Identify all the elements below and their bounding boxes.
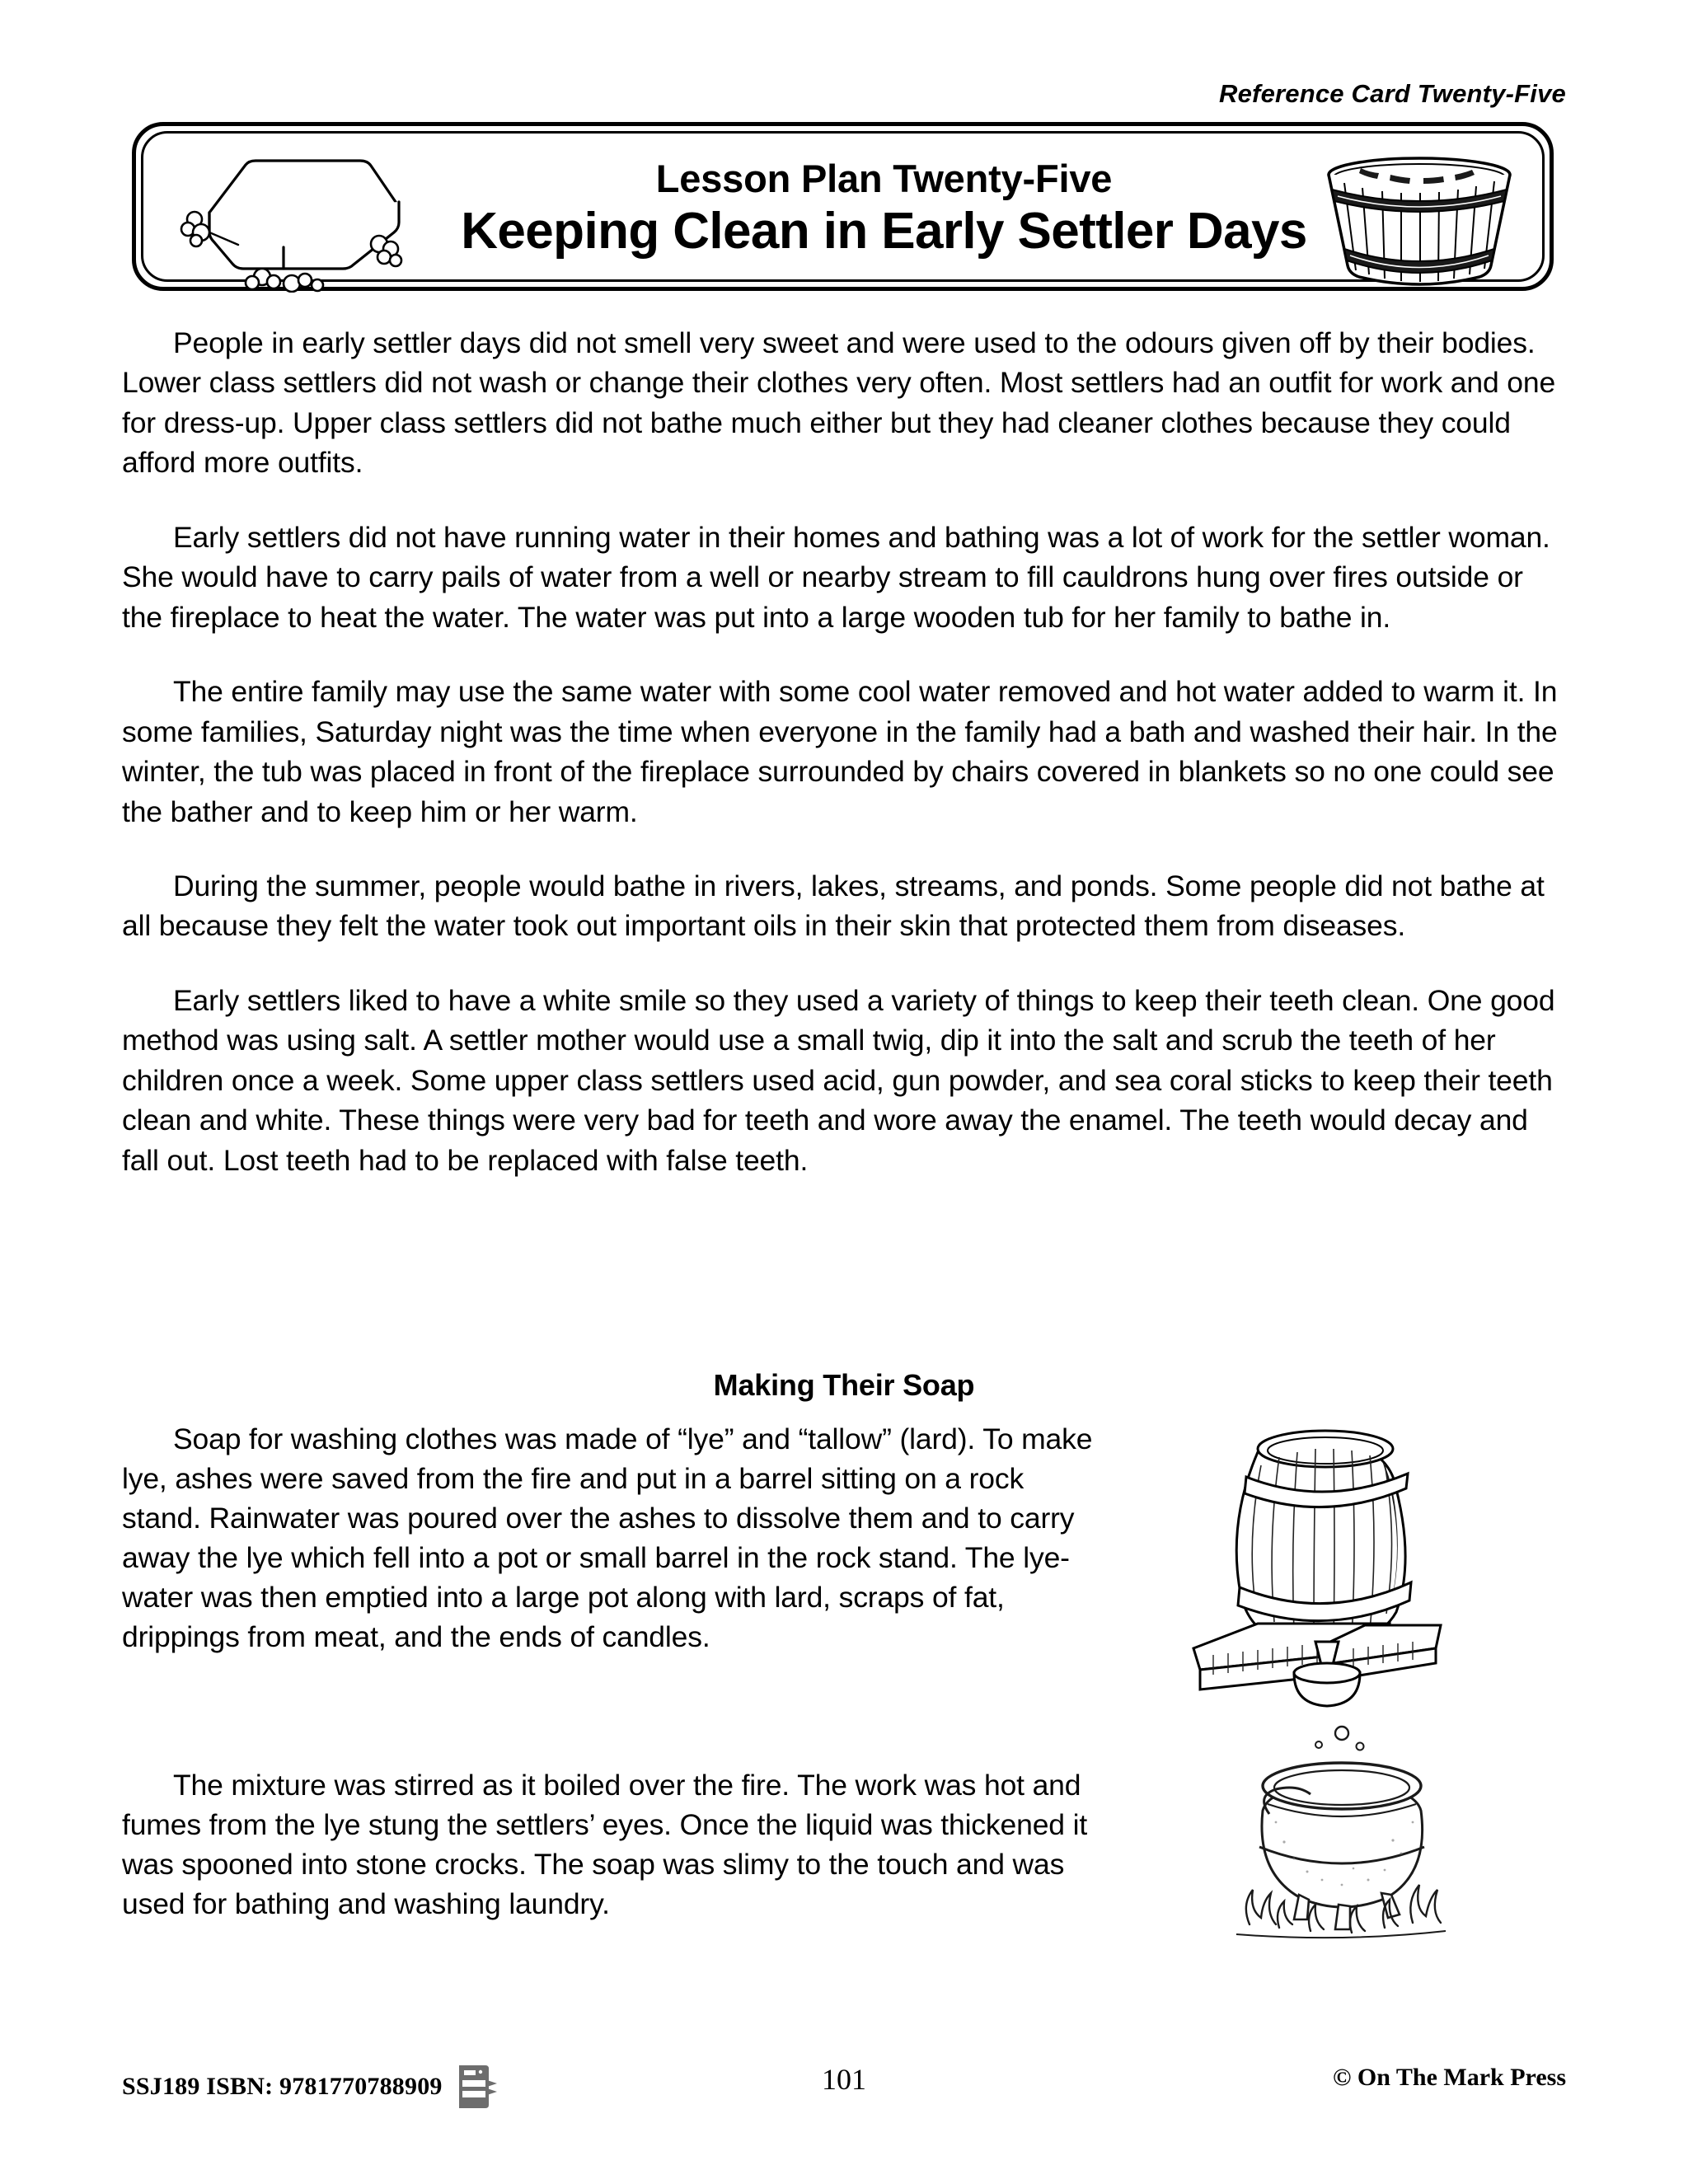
lesson-plan-label: Lesson Plan Twenty-Five (655, 157, 1113, 201)
page-footer (122, 2059, 1566, 2108)
soap-paragraph-2: The mixture was stirred as it boiled over the fire. The work was hot and fumes from the lye stung the settlers’ eyes. Once the liquid was thickened it was spooned into stone crocks. The soap was slimy to the touch and was used for bathing and washing laundry. (122, 1769, 1088, 1921)
footer-page-number: 101 (822, 2063, 866, 2096)
running-head: Reference Card Twenty-Five (1219, 79, 1566, 108)
soap-paragraph-1: Soap for washing clothes was made of “lye” and “tallow” (lard). To make lye, ashes were saved from the fire and put in a barrel sitting on a rock stand. Rainwater was poured over the ashes to dissolve them and to carry away the lye which fell into a pot or small barrel in the rock stand. The lye-water was then emptied into a large pot along with lard, scraps of fat, drippings from meat, and the ends of candles. (122, 1422, 1093, 1654)
cauldron-over-fire-illustration (1177, 1718, 1490, 1941)
paragraph-3: The entire family may use the same water with some cool water removed and hot water added to warm it. In some families, Saturday night was the time when everyone in the family had a bath and washed their hair. In the winter, the tub was placed in front of the fireplace surrounded by chairs covered in blankets so no one could see the bather and to keep him or her warm. (122, 675, 1558, 828)
paragraph-2: Early settlers did not have running water in their homes and bathing was a lot of work for the settler woman. She would have to carry pails of water from a well or nearby stream to fill cauldrons hung over fires outside or the fireplace to heat the water. The water was put into a large wooden tub for her family to bathe in. (122, 520, 1550, 634)
footer-copyright: © On The Mark Press (1333, 2064, 1566, 2091)
body-text-column (122, 323, 1566, 1212)
lye-barrel-on-rock-stand-illustration (1169, 1401, 1490, 1722)
paragraph-4: During the summer, people would bathe in rivers, lakes, streams, and ponds. Some people did not bathe at all because they felt the water took out important oils in their skin that protected them from diseases. (122, 869, 1545, 943)
footer-isbn: SSJ189 ISBN: 9781770788909 (122, 2073, 443, 2100)
soap-paragraph-1-column (122, 1419, 1103, 1657)
section-heading-making-their-soap: Making Their Soap (713, 1368, 975, 1402)
banner-title-group (461, 150, 1307, 268)
wooden-washtub-illustration (1308, 143, 1531, 292)
soap-paragraph-2-column (122, 1765, 1103, 1924)
paragraph-1: People in early settler days did not smell very sweet and were used to the odours given off by their bodies. Lower class settlers did not wash or change their clothes very often. Most settlers had an outfit for work and one for dress-up. Upper class settlers did not bathe much either but they had cleaner clothes because they could afford more outfits. (122, 326, 1556, 480)
title-banner (132, 122, 1554, 291)
paragraph-5: Early settlers liked to have a white smile so they used a variety of things to keep their teeth clean. One good method was using salt. A settler mother would use a small twig, dip it into the salt and scrub the teeth of her children once a week. Some upper class settlers used acid, gun powder, and sea coral sticks to keep their teeth clean and white. These things were very bad for teeth and wore away the enamel. The teeth would decay and fall out. Lost teeth had to be replaced with false teeth. (122, 983, 1555, 1177)
bar-of-soap-illustration (160, 140, 407, 293)
page-title: Keeping Clean in Early Settler Days (461, 203, 1307, 260)
title-banner-inner-border (141, 131, 1545, 282)
